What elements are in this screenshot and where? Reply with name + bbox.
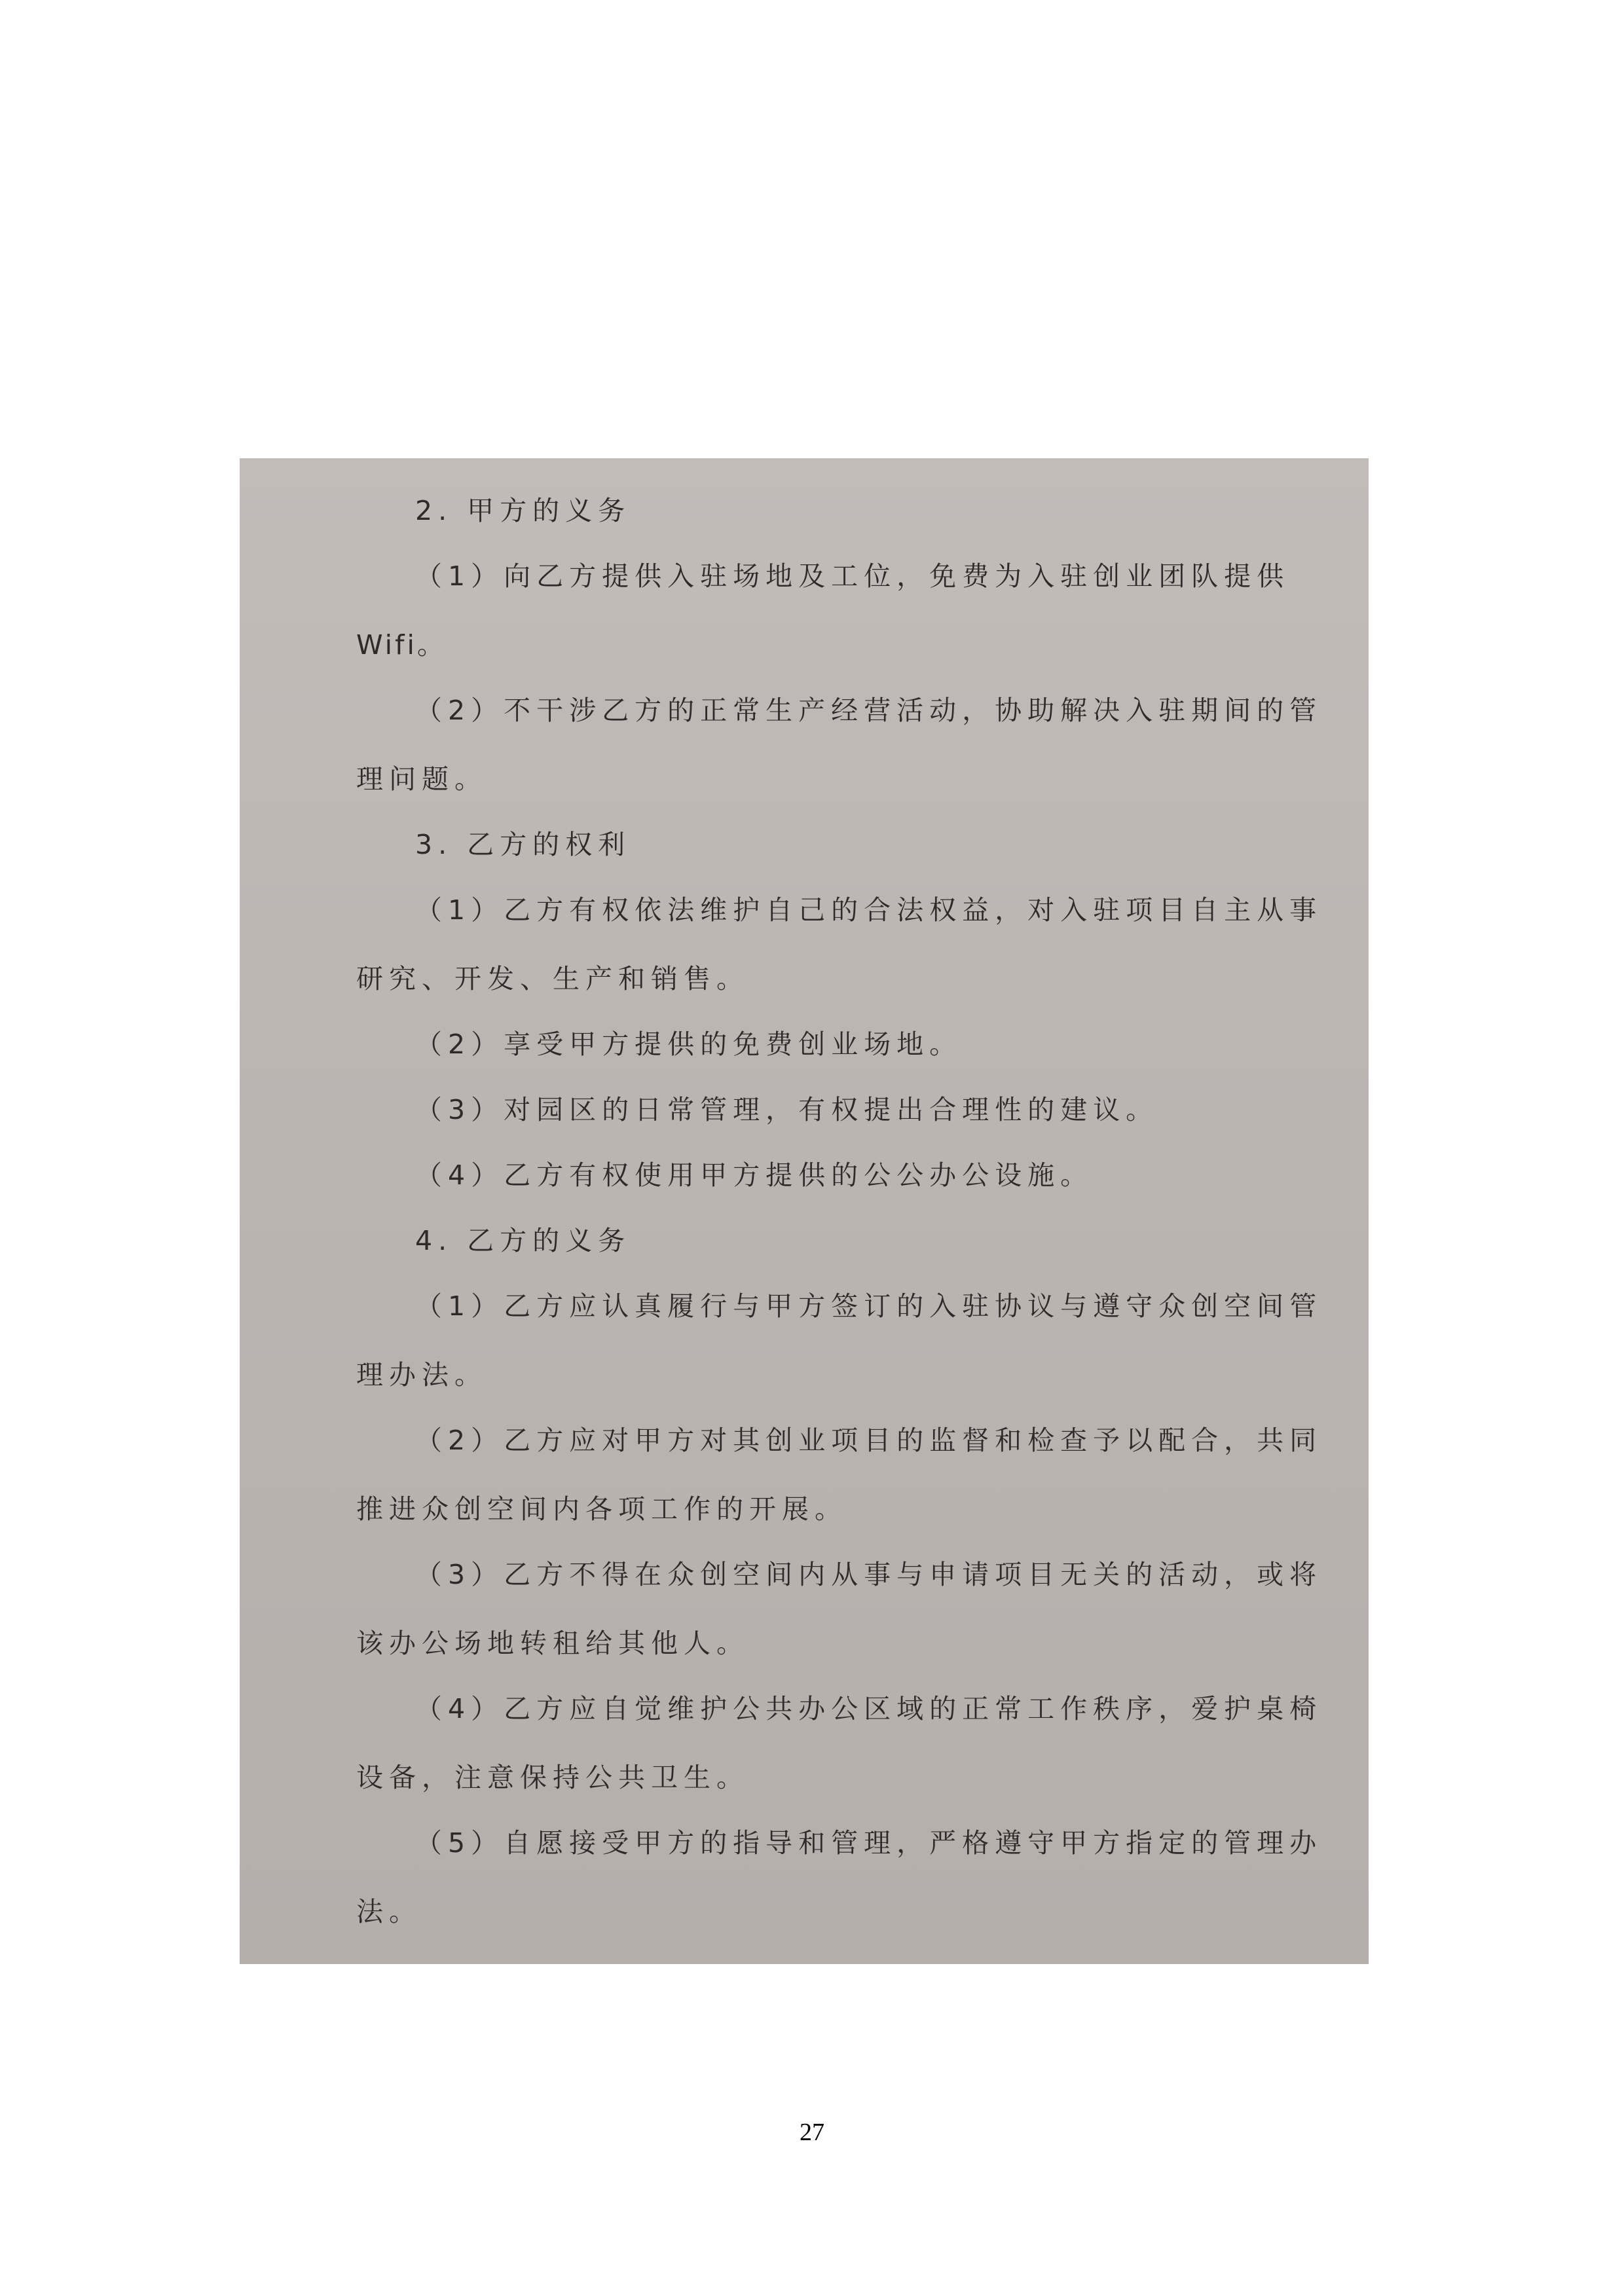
paragraph-line: （4）乙方应自觉维护公共办公区域的正常工作秩序，爱护桌椅 xyxy=(415,1693,1323,1724)
document-photo xyxy=(240,458,1369,1964)
paragraph-line: （2）乙方应对甲方对其创业项目的监督和检查予以配合，共同 xyxy=(415,1425,1323,1456)
paragraph-line: （1）向乙方提供入驻场地及工位，免费为入驻创业团队提供 xyxy=(415,560,1290,592)
paragraph-line: 推进众创空间内各项工作的开展。 xyxy=(356,1493,847,1525)
paragraph-line: （1）乙方应认真履行与甲方签订的入驻协议与遵守众创空间管 xyxy=(415,1290,1323,1322)
paragraph-line: （1）乙方有权依法维护自己的合法权益，对入驻项目自主从事 xyxy=(415,894,1323,926)
paragraph-line: （2）不干涉乙方的正常生产经营活动，协助解决入驻期间的管 xyxy=(415,695,1323,726)
paragraph-line: 理办法。 xyxy=(356,1359,487,1391)
paragraph-line: Wifi。 xyxy=(356,629,447,661)
paragraph-line: 法。 xyxy=(356,1896,422,1927)
paragraph-line: （5）自愿接受甲方的指导和管理，严格遵守甲方指定的管理办 xyxy=(415,1827,1323,1859)
paragraph-line: （3）对园区的日常管理，有权提出合理性的建议。 xyxy=(415,1094,1159,1125)
paragraph-line: （2）享受甲方提供的免费创业场地。 xyxy=(415,1029,963,1060)
paragraph-line: （4）乙方有权使用甲方提供的公公办公设施。 xyxy=(415,1159,1094,1191)
paragraph-line: 研究、开发、生产和销售。 xyxy=(356,963,749,994)
section-heading-party-b-rights: 3. 乙方的权利 xyxy=(415,829,631,860)
paragraph-line: 设备，注意保持公共卫生。 xyxy=(356,1762,749,1793)
section-heading-party-a-obligations: 2. 甲方的义务 xyxy=(415,495,631,526)
paragraph-line: 该办公场地转租给其他人。 xyxy=(356,1628,749,1659)
page-number: 27 xyxy=(800,2119,824,2146)
paragraph-line: （3）乙方不得在众创空间内从事与申请项目无关的活动，或将 xyxy=(415,1559,1323,1590)
paragraph-line: 理问题。 xyxy=(356,763,487,795)
section-heading-party-b-obligations: 4. 乙方的义务 xyxy=(415,1225,631,1256)
